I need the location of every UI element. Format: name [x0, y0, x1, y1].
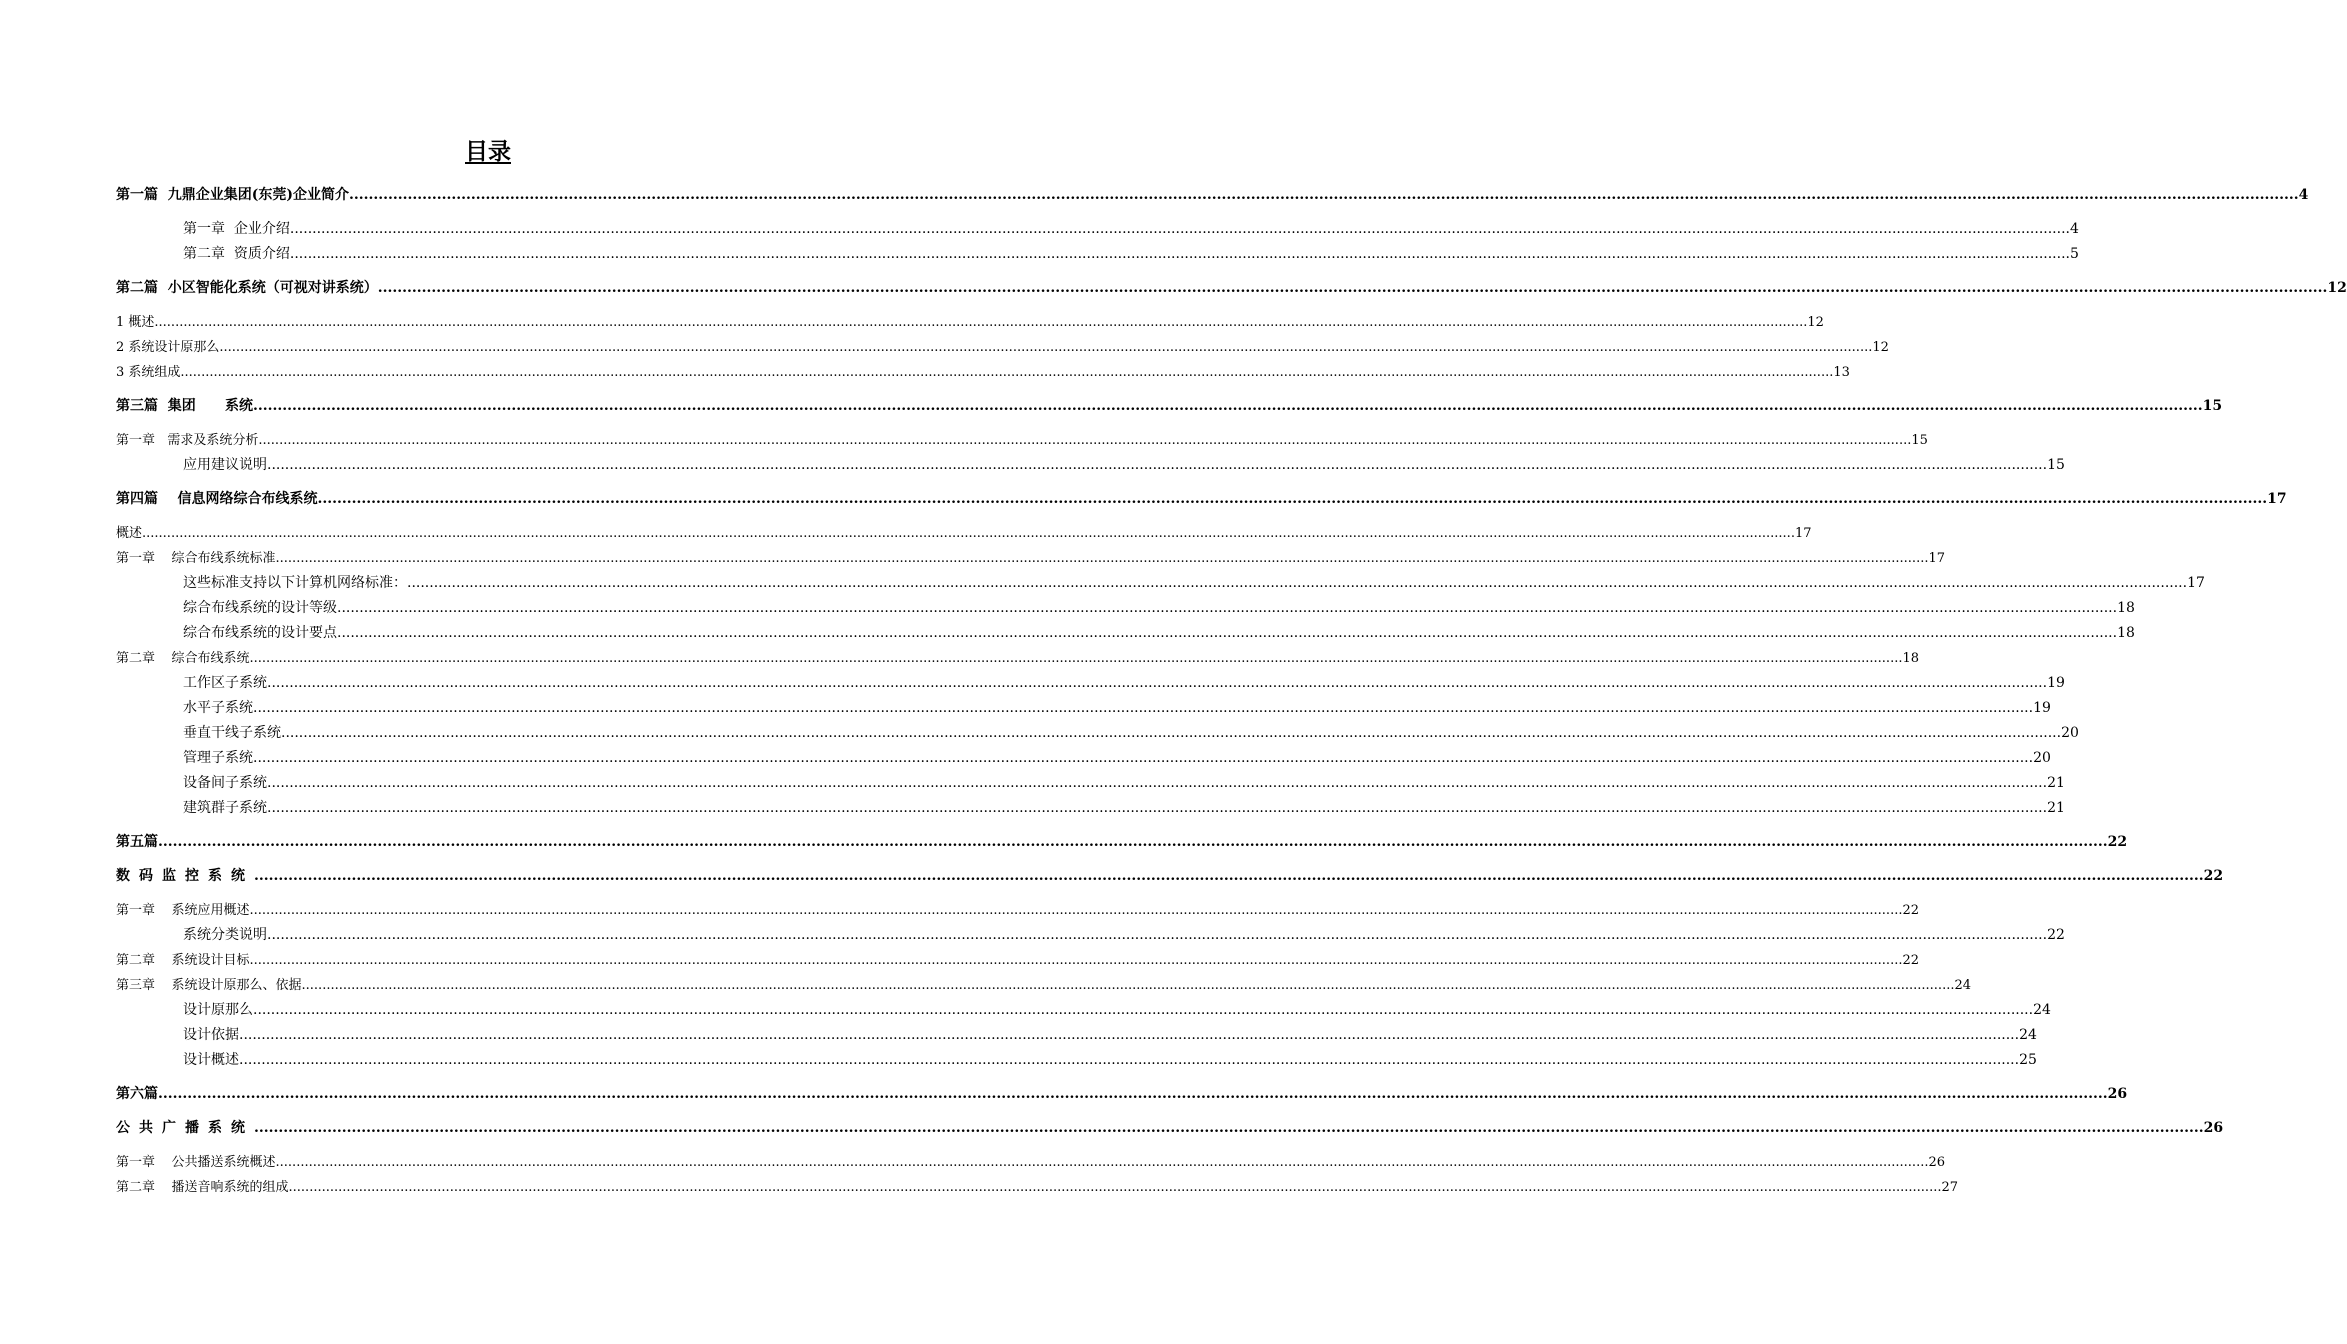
toc-entry[interactable]: [116, 276, 2347, 301]
toc-entry[interactable]: [116, 1082, 2128, 1107]
toc-entry-label: 1 概述: [116, 315, 155, 330]
toc-page-number: 4: [2069, 221, 2079, 237]
toc-page-number: 12: [2327, 280, 2347, 296]
toc-entry[interactable]: [116, 394, 2223, 419]
toc-entry-label: 综合布线系统的设计要点: [183, 625, 337, 641]
toc-page-number: 15: [2202, 398, 2223, 414]
toc-dot-leader: ................................................................................................................................................................................................................................................................................................................................................................................................................: [281, 725, 2062, 741]
toc-entry[interactable]: [116, 998, 2051, 1023]
toc-entry-label: 公共广播系统: [116, 1120, 254, 1136]
toc-dot-leader: ................................................................................................................................................................................................................................................................................................................................................................................................................: [254, 868, 2204, 884]
toc-page-number: 22: [1902, 953, 1920, 968]
toc-dot-leader: ................................................................................................................................................................................................................................................................................................................................................................................................................: [219, 340, 1873, 355]
toc-entry[interactable]: [116, 898, 1920, 923]
toc-entry-label: 第一章 需求及系统分析: [116, 433, 259, 448]
toc-page-number: 12: [1872, 340, 1889, 355]
toc-entry-label: 第三篇 集团 系统: [116, 398, 253, 414]
toc-dot-leader: ................................................................................................................................................................................................................................................................................................................................................................................................................: [275, 551, 1929, 566]
toc-page-number: 22: [1902, 903, 1920, 918]
toc-entry[interactable]: [116, 360, 1850, 385]
toc-entry-label: 水平子系统: [183, 700, 253, 716]
toc-entry-label: 第一章 公共播送系统概述: [116, 1155, 276, 1170]
toc-entry-label: 设计概述: [183, 1052, 239, 1068]
toc-dot-leader: ................................................................................................................................................................................................................................................................................................................................................................................................................: [254, 1120, 2204, 1136]
toc-page-number: 24: [2019, 1027, 2037, 1043]
toc-page-number: 18: [2117, 600, 2135, 616]
toc-dot-leader: ................................................................................................................................................................................................................................................................................................................................................................................................................: [253, 398, 2203, 414]
toc-dot-leader: ................................................................................................................................................................................................................................................................................................................................................................................................................: [158, 1086, 2108, 1102]
toc-page-number: 4: [2298, 187, 2309, 203]
toc-dot-leader: ................................................................................................................................................................................................................................................................................................................................................................................................................: [249, 651, 1903, 666]
toc-dot-leader: ................................................................................................................................................................................................................................................................................................................................................................................................................: [239, 1027, 2020, 1043]
toc-page-number: 17: [2187, 575, 2205, 591]
toc-page-number: 27: [1941, 1180, 1959, 1195]
toc-dot-leader: ................................................................................................................................................................................................................................................................................................................................................................................................................: [239, 1052, 2020, 1068]
toc-dot-leader: ................................................................................................................................................................................................................................................................................................................................................................................................................: [253, 1002, 2034, 1018]
toc-entry[interactable]: [116, 830, 2128, 855]
toc-entry[interactable]: [116, 948, 1920, 973]
toc-dot-leader: ................................................................................................................................................................................................................................................................................................................................................................................................................: [349, 187, 2299, 203]
toc-page-number: 20: [2061, 725, 2079, 741]
toc-page-number: 17: [1928, 551, 1946, 566]
toc-entry[interactable]: [116, 335, 1889, 360]
toc-dot-leader: ................................................................................................................................................................................................................................................................................................................................................................................................................: [249, 903, 1903, 918]
toc-page-number: 12: [1807, 315, 1824, 330]
toc-page-number: 15: [2047, 457, 2065, 473]
toc-page-number: 22: [2107, 834, 2128, 850]
toc-entry[interactable]: [116, 596, 2135, 621]
toc-entry-label: 工作区子系统: [183, 675, 267, 691]
toc-page-number: 20: [2033, 750, 2051, 766]
toc-dot-leader: ................................................................................................................................................................................................................................................................................................................................................................................................................: [337, 600, 2118, 616]
toc-dot-leader: ................................................................................................................................................................................................................................................................................................................................................................................................................: [377, 280, 2328, 296]
toc-dot-leader: ................................................................................................................................................................................................................................................................................................................................................................................................................: [249, 953, 1903, 968]
toc-title: 目录: [465, 139, 511, 165]
toc-page-number: 18: [2117, 625, 2135, 641]
toc-page-number: 21: [2047, 800, 2065, 816]
toc-entry[interactable]: [116, 721, 2079, 746]
toc-entry[interactable]: [116, 453, 2065, 478]
toc-entry[interactable]: [116, 796, 2065, 821]
toc-page-number: 22: [2047, 927, 2065, 943]
toc-entry-label: 第四篇 信息网络综合布线系统: [116, 491, 318, 507]
toc-entry[interactable]: [116, 1175, 1959, 1200]
toc-entry[interactable]: [116, 771, 2065, 796]
toc-dot-leader: ................................................................................................................................................................................................................................................................................................................................................................................................................: [154, 315, 1808, 330]
toc-page-number: 26: [2203, 1120, 2224, 1136]
toc-entry-label: 第一章 系统应用概述: [116, 903, 250, 918]
toc-dot-leader: ................................................................................................................................................................................................................................................................................................................................................................................................................: [317, 491, 2268, 507]
toc-entry[interactable]: [116, 1048, 2037, 1073]
toc-entry[interactable]: [116, 973, 1972, 998]
toc-entry-label: 设计原那么: [183, 1002, 253, 1018]
toc-page-number: 19: [2047, 675, 2065, 691]
toc-page-number: 25: [2019, 1052, 2037, 1068]
table-of-contents: [116, 183, 2347, 1200]
toc-page-number: 26: [2107, 1086, 2128, 1102]
toc-entry[interactable]: [116, 571, 2205, 596]
toc-entry-label: 设备间子系统: [183, 775, 267, 791]
toc-dot-leader: ................................................................................................................................................................................................................................................................................................................................................................................................................: [267, 675, 2048, 691]
toc-dot-leader: ................................................................................................................................................................................................................................................................................................................................................................................................................: [267, 800, 2048, 816]
toc-dot-leader: ................................................................................................................................................................................................................................................................................................................................................................................................................: [253, 700, 2034, 716]
toc-entry[interactable]: [116, 746, 2051, 771]
toc-entry[interactable]: [116, 1023, 2037, 1048]
toc-entry-label: 建筑群子系统: [183, 800, 267, 816]
toc-dot-leader: ................................................................................................................................................................................................................................................................................................................................................................................................................: [288, 1180, 1942, 1195]
toc-entry-label: 应用建议说明: [183, 457, 267, 473]
toc-page-number: 19: [2033, 700, 2051, 716]
toc-entry-label: 垂直干线子系统: [183, 725, 281, 741]
toc-page-number: 18: [1902, 651, 1920, 666]
toc-dot-leader: ................................................................................................................................................................................................................................................................................................................................................................................................................: [407, 575, 2188, 591]
toc-entry[interactable]: [116, 1150, 1946, 1175]
toc-entry-label: 这些标准支持以下计算机网络标准：: [183, 575, 407, 591]
toc-entry[interactable]: [116, 696, 2051, 721]
toc-dot-leader: ................................................................................................................................................................................................................................................................................................................................................................................................................: [158, 834, 2108, 850]
toc-entry-label: 管理子系统: [183, 750, 253, 766]
toc-entry[interactable]: [116, 242, 2079, 267]
toc-entry[interactable]: [116, 646, 1920, 671]
toc-entry[interactable]: [116, 923, 2065, 948]
toc-entry-label: 第一章 综合布线系统标准: [116, 551, 276, 566]
toc-entry-label: 第二篇 小区智能化系统（可视对讲系统）: [116, 280, 378, 296]
toc-entry-label: 3 系统组成: [116, 365, 181, 380]
toc-entry-label: 第二章 资质介绍: [183, 246, 290, 262]
toc-entry-label: 第五篇: [116, 834, 158, 850]
toc-entry[interactable]: [116, 428, 1928, 453]
toc-entry[interactable]: [116, 217, 2079, 242]
toc-page-number: 21: [2047, 775, 2065, 791]
toc-entry-label: 第一章 企业介绍: [183, 221, 290, 237]
toc-entry-label: 2 系统设计原那么: [116, 340, 220, 355]
toc-entry[interactable]: [116, 864, 2224, 889]
toc-entry-label: 数码监控系统: [116, 868, 254, 884]
toc-page-number: 24: [1954, 978, 1972, 993]
toc-page-number: 15: [1911, 433, 1928, 448]
toc-entry[interactable]: [116, 310, 1824, 335]
toc-page-number: 13: [1833, 365, 1850, 380]
toc-dot-leader: ................................................................................................................................................................................................................................................................................................................................................................................................................: [289, 221, 2070, 237]
toc-entry[interactable]: [116, 546, 1946, 571]
toc-dot-leader: ................................................................................................................................................................................................................................................................................................................................................................................................................: [267, 457, 2048, 473]
toc-dot-leader: ................................................................................................................................................................................................................................................................................................................................................................................................................: [253, 750, 2034, 766]
toc-entry[interactable]: [116, 183, 2309, 208]
toc-page-number: 24: [2033, 1002, 2051, 1018]
toc-page-number: 26: [1928, 1155, 1946, 1170]
toc-entry-label: 概述: [116, 526, 143, 541]
toc-page-number: 17: [2267, 491, 2287, 507]
toc-page-number: 5: [2069, 246, 2079, 262]
toc-dot-leader: ................................................................................................................................................................................................................................................................................................................................................................................................................: [258, 433, 1912, 448]
toc-entry-label: 第二章 播送音响系统的组成: [116, 1180, 289, 1195]
toc-dot-leader: ................................................................................................................................................................................................................................................................................................................................................................................................................: [267, 927, 2048, 943]
toc-entry-label: 系统分类说明: [183, 927, 267, 943]
toc-dot-leader: ................................................................................................................................................................................................................................................................................................................................................................................................................: [275, 1155, 1929, 1170]
toc-entry[interactable]: [116, 671, 2065, 696]
toc-entry-label: 综合布线系统的设计等级: [183, 600, 337, 616]
toc-entry-label: 设计依据: [183, 1027, 239, 1043]
toc-page-number: 22: [2203, 868, 2224, 884]
toc-entry-label: 第一篇 九鼎企业集团(东莞)企业简介: [116, 187, 349, 203]
toc-dot-leader: ................................................................................................................................................................................................................................................................................................................................................................................................................: [267, 775, 2048, 791]
toc-entry[interactable]: [116, 621, 2135, 646]
toc-dot-leader: ................................................................................................................................................................................................................................................................................................................................................................................................................: [142, 526, 1795, 541]
toc-entry-label: 第二章 综合布线系统: [116, 651, 250, 666]
toc-entry-label: 第二章 系统设计目标: [116, 953, 250, 968]
toc-dot-leader: ................................................................................................................................................................................................................................................................................................................................................................................................................: [180, 365, 1834, 380]
toc-entry-label: 第六篇: [116, 1086, 158, 1102]
toc-entry[interactable]: [116, 1116, 2224, 1141]
toc-dot-leader: ................................................................................................................................................................................................................................................................................................................................................................................................................: [301, 978, 1955, 993]
toc-page-number: 17: [1794, 526, 1812, 541]
toc-dot-leader: ................................................................................................................................................................................................................................................................................................................................................................................................................: [337, 625, 2118, 641]
toc-entry[interactable]: [116, 521, 1812, 546]
toc-entry[interactable]: [116, 487, 2287, 512]
toc-entry-label: 第三章 系统设计原那么、依据: [116, 978, 302, 993]
toc-dot-leader: ................................................................................................................................................................................................................................................................................................................................................................................................................: [289, 246, 2070, 262]
